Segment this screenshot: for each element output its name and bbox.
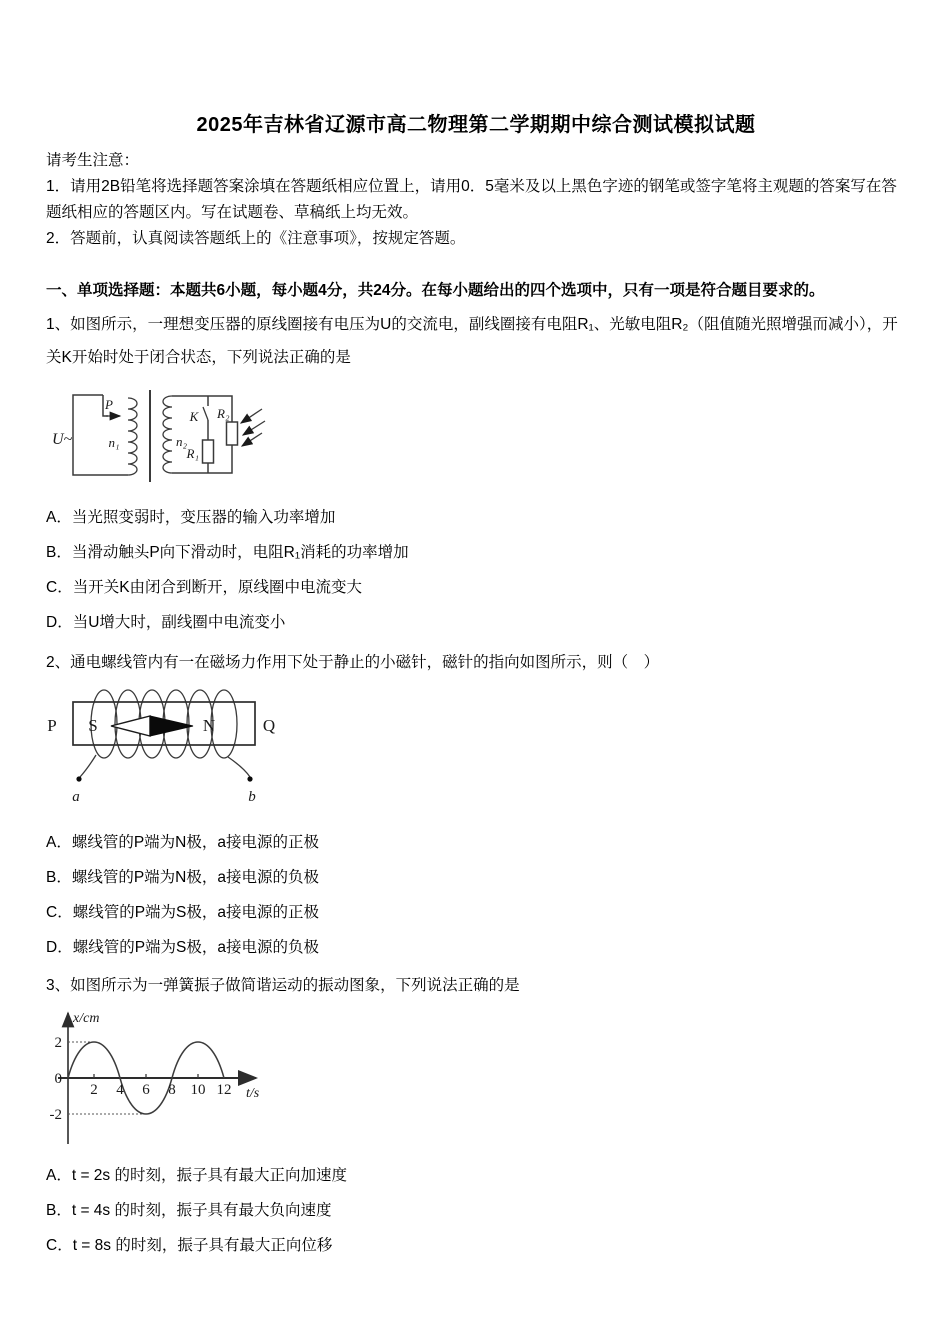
section-header: 一、单项选择题：本题共6小题，每小题4分，共24分。在每小题给出的四个选项中，只有一项是符合题目要求的。	[46, 282, 825, 299]
notice-item-1: 1．请用2B铅笔将选择题答案涂填在答题纸相应位置上，请用0．5毫米及以上黑色字迹的钢笔或签字笔将主观题的答案写在答题纸相应的答题区内。写在试题卷、草稿纸上均无效。	[46, 178, 897, 221]
page-title: 2025年吉林省辽源市高二物理第二学期期中综合测试模拟试题	[196, 114, 756, 136]
primary-coil-label: n₁	[108, 435, 120, 450]
question-3-stem: 3、如图所示为一弹簧振子做简谐运动的振动图象，下列说法正确的是	[46, 977, 520, 994]
q1-option-c: C．当开关K由闭合到断开，原线圈中电流变大	[46, 579, 363, 596]
terminal-b-label: b	[248, 789, 256, 805]
q1-option-d: D．当U增大时，副线圈中电流变小	[46, 614, 286, 631]
solenoid-left-end-label: P	[47, 716, 57, 735]
x-tick-4: 4	[116, 1082, 124, 1098]
light-arrow-3	[242, 433, 262, 446]
secondary-coil-label: n₂	[176, 434, 188, 449]
secondary-coil	[163, 396, 172, 473]
needle-n-label: N	[202, 716, 216, 735]
x-tick-6: 6	[142, 1082, 150, 1098]
x-axis-label: t/s	[246, 1086, 260, 1101]
notice-item-2: 2．答题前，认真阅读答题纸上的《注意事项》，按规定答题。	[46, 230, 466, 247]
lead-wire-a	[80, 755, 96, 777]
light-arrow-1	[241, 409, 262, 423]
question-2-stem: 2、通电螺线管内有一在磁场力作用下处于静止的小磁针，磁针的指向如图所示，则（ ）	[46, 654, 660, 671]
solenoid-right-end-label: Q	[262, 716, 276, 735]
resistor-r1-label: R₁	[186, 446, 199, 461]
y-tick-2: 2	[54, 1035, 62, 1051]
source-label: U~	[52, 431, 73, 448]
x-tick-10: 10	[190, 1082, 206, 1098]
terminal-a-label: a	[72, 789, 80, 805]
q2-option-d: D．螺线管的P端为S极，a接电源的负极	[46, 939, 319, 956]
q2-option-a: A．螺线管的P端为N极，a接电源的正极	[46, 834, 319, 851]
y-tick-0: 0	[54, 1071, 62, 1087]
q2-option-b: B．螺线管的P端为N极，a接电源的负极	[46, 869, 319, 886]
y-axis-label: x/cm	[73, 1011, 100, 1026]
oscillation-graph-figure	[46, 1004, 276, 1149]
slider-label: P	[105, 397, 113, 412]
resistor-r1	[203, 440, 214, 463]
y-tick-neg2: -2	[49, 1107, 62, 1123]
primary-loop-wire	[73, 395, 128, 475]
x-tick-12: 12	[216, 1082, 232, 1098]
q3-option-c: C．t = 8s 的时刻，振子具有最大正向位移	[46, 1237, 333, 1254]
question-1-stem: 1、如图所示，一理想变压器的原线圈接有电压为U的交流电，副线圈接有电阻R₁、光敏电阻R₂（阻值随光照增强而减小），开关K开始时处于闭合状态，下列说法正确的是	[46, 316, 898, 366]
q1-option-a: A．当光照变弱时，变压器的输入功率增加	[46, 509, 336, 526]
terminal-b-dot	[247, 776, 252, 781]
solenoid-figure	[38, 683, 358, 815]
q3-option-b: B．t = 4s 的时刻，振子具有最大负向速度	[46, 1202, 332, 1219]
switch-blade	[203, 407, 208, 420]
needle-s-label: S	[88, 716, 98, 735]
transformer-circuit-figure	[50, 382, 320, 490]
x-tick-2: 2	[90, 1082, 98, 1098]
primary-coil	[128, 398, 137, 475]
photoresistor-r2	[227, 422, 238, 445]
x-tick-8: 8	[168, 1082, 176, 1098]
switch-label: K	[189, 409, 199, 424]
q1-option-b: B．当滑动触头P向下滑动时，电阻R₁消耗的功率增加	[46, 544, 409, 561]
terminal-a-dot	[76, 776, 81, 781]
notice-heading: 请考生注意：	[46, 152, 140, 169]
q2-option-c: C．螺线管的P端为S极，a接电源的正极	[46, 904, 319, 921]
q3-option-a: A．t = 2s 的时刻，振子具有最大正向加速度	[46, 1167, 347, 1184]
lead-wire-b	[228, 757, 250, 777]
resistor-r2-label: R₂	[217, 406, 230, 421]
